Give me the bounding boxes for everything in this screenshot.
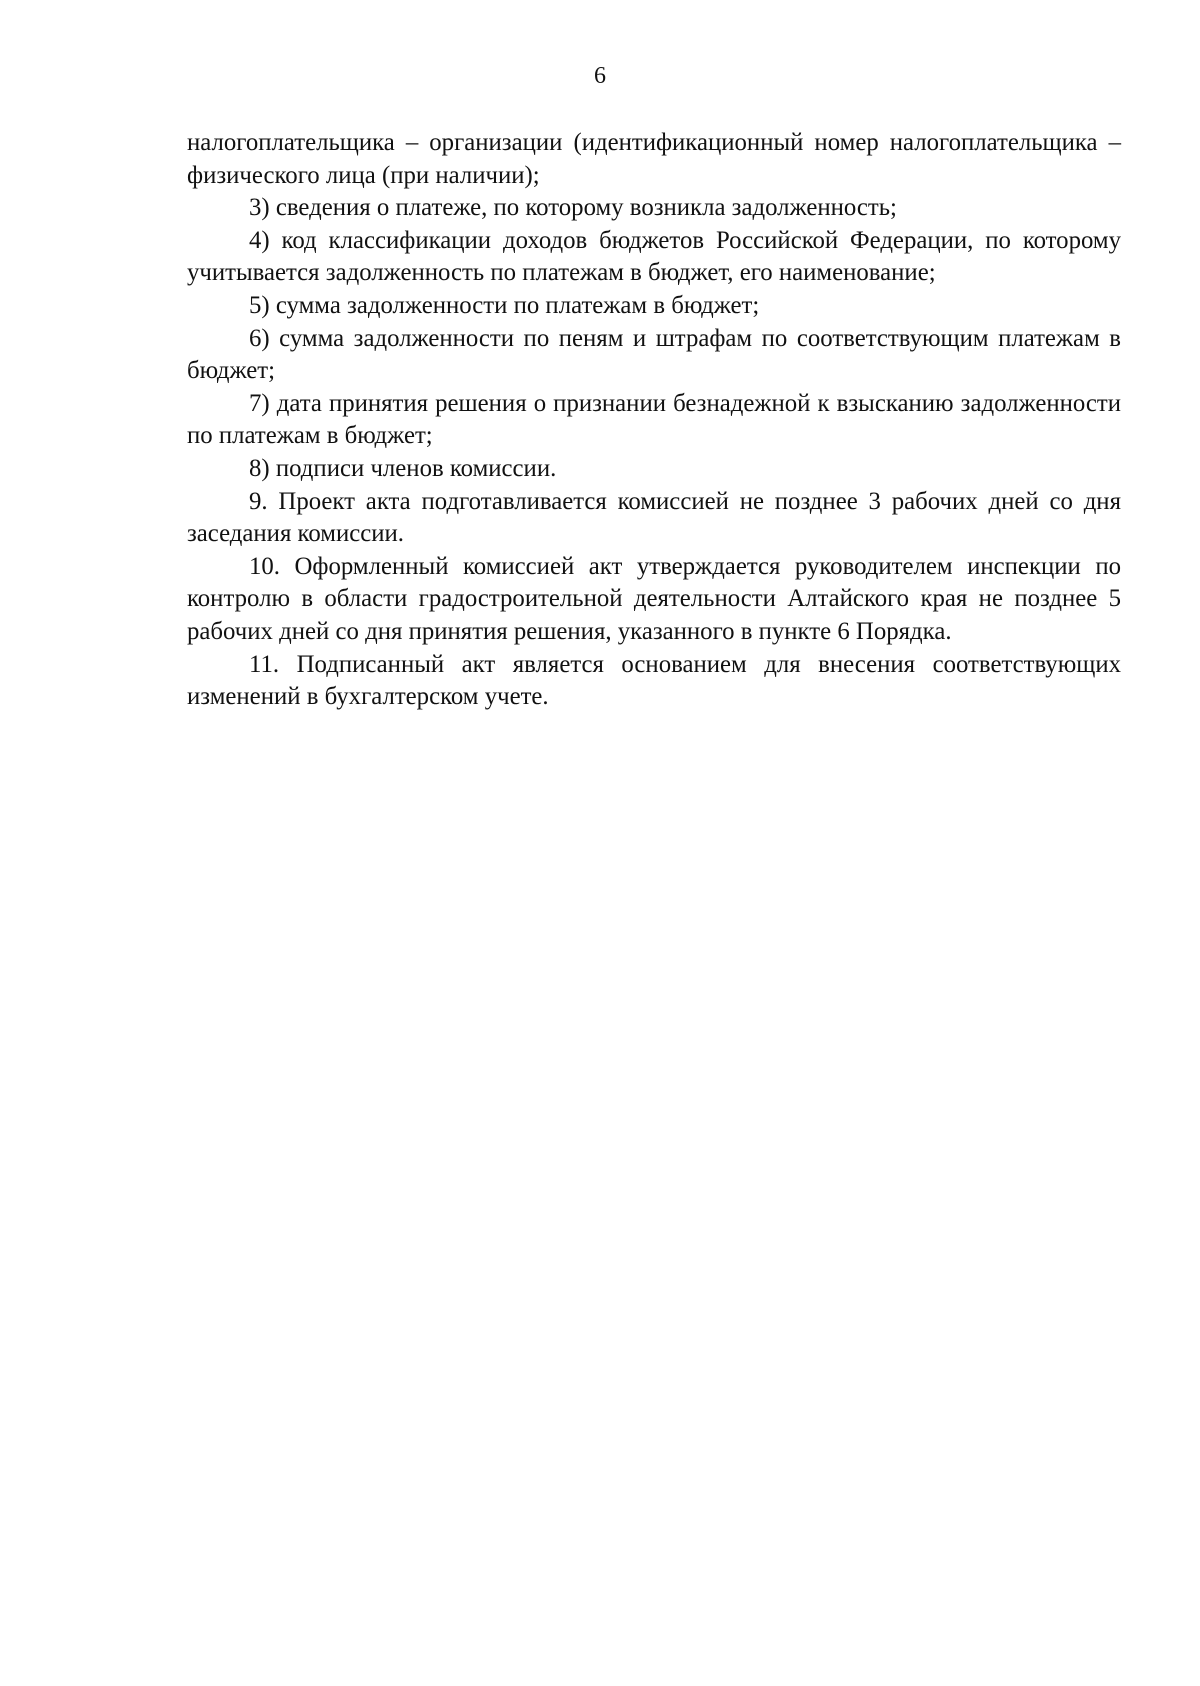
page-number: 6 bbox=[594, 63, 606, 89]
paragraph-item-4: 4) код классификации доходов бюджетов Российской Федерации, по которому учитывается задолженность по платежам в бюджет, его наименование; bbox=[187, 226, 1121, 287]
paragraph-item-8: 8) подписи членов комиссии. bbox=[249, 454, 557, 482]
paragraph-item-5: 5) сумма задолженности по платежам в бюджет; bbox=[249, 291, 760, 319]
paragraph-section-11: 11. Подписанный акт является основанием для внесения соответствующих изменений в бухгалтерском учете. bbox=[187, 650, 1121, 711]
paragraph-taxpayer-continuation: налогоплательщика – организации (идентификационный номер налогоплательщика – физического лица (при наличии); bbox=[187, 129, 1121, 189]
paragraph-item-6: 6) сумма задолженности по пеням и штрафам по соответствующим платежам в бюджет; bbox=[187, 324, 1121, 385]
paragraph-item-7: 7) дата принятия решения о признании безнадежной к взысканию задолженности по платежам в бюджет; bbox=[187, 389, 1121, 450]
document-body bbox=[187, 127, 1121, 714]
paragraph-item-3: 3) сведения о платеже, по которому возникла задолженность; bbox=[249, 194, 897, 222]
paragraph-section-9: 9. Проект акта подготавливается комиссией не позднее 3 рабочих дней со дня заседания комиссии. bbox=[187, 487, 1121, 548]
paragraph-section-10: 10. Оформленный комиссией акт утверждается руководителем инспекции по контролю в области градостроительной деятельности Алтайского края не позднее 5 рабочих дней со дня принятия решения, указанного в пункте 6 Порядка. bbox=[187, 552, 1121, 645]
